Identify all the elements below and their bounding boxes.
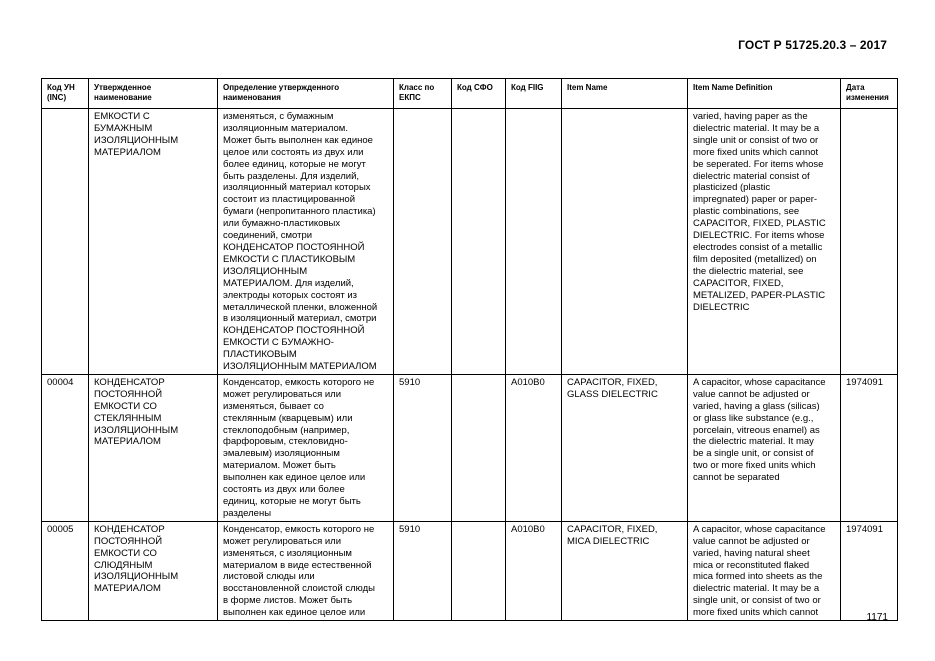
cell-change-date bbox=[841, 109, 898, 375]
cell-approved-definition: Конденсатор, емкость которого не может регулироваться или изменяться, с изоляционным материалом в виде естественной листовой слюды или восстановленной слоистой слюды в форме листов. Может быть выполнен как единое целое или bbox=[218, 521, 394, 620]
cell-inc: 00004 bbox=[42, 374, 89, 521]
column-header-inc: Код УН (INC) bbox=[42, 79, 89, 109]
cell-sfo-code bbox=[452, 374, 506, 521]
cell-item-name: CAPACITOR, FIXED, MICA DIELECTRIC bbox=[562, 521, 688, 620]
column-header-item-name-definition: Item Name Definition bbox=[688, 79, 841, 109]
column-header-approved-definition: Определение утвержденного наименования bbox=[218, 79, 394, 109]
table-row bbox=[42, 109, 898, 375]
column-header-sfo-code: Код СФО bbox=[452, 79, 506, 109]
cell-change-date: 1974091 bbox=[841, 521, 898, 620]
cell-sfo-code bbox=[452, 521, 506, 620]
cell-item-name-definition: varied, having paper as the dielectric material. It may be a single unit or consist of two or more fixed units which cannot be seperated. For items whose dielectric material consist of plasticized (plastic impregnated) paper or paper- plastic combinations, see CAPACITOR, FIXED, PLASTIC DIELECTRIC. For items whose electrodes consist of a metallic film deposited (metallized) on the dielectric material, see CAPACITOR, FIXED, METALIZED, PAPER-PLASTIC DIELECTRIC bbox=[688, 109, 841, 375]
table-row bbox=[42, 521, 898, 620]
cell-fiig-code: A010B0 bbox=[506, 521, 562, 620]
table-header-row bbox=[42, 79, 898, 109]
cell-fiig-code bbox=[506, 109, 562, 375]
cell-approved-name: КОНДЕНСАТОР ПОСТОЯННОЙ ЕМКОСТИ СО СТЕКЛЯННЫМ ИЗОЛЯЦИОННЫМ МАТЕРИАЛОМ bbox=[89, 374, 218, 521]
column-header-item-name: Item Name bbox=[562, 79, 688, 109]
cell-approved-definition: Конденсатор, емкость которого не может регулироваться или изменяться, бывает со стеклянным (кварцевым) или стеклоподобным (например, фарфоровым, стекловидно- эмалевым) изоляционным материалом. Может быть выполнен как единое целое или состоять из двух или более единиц, которые не могут быть разделены bbox=[218, 374, 394, 521]
cell-inc bbox=[42, 109, 89, 375]
cell-item-name-definition: A capacitor, whose capacitance value cannot be adjusted or varied, having natural sheet mica or reconstituted flaked mica formed into sheets as the dielectric material. It may be a single unit, or consist of two or more fixed units which cannot bbox=[688, 521, 841, 620]
cell-approved-name: ЕМКОСТИ С БУМАЖНЫМ ИЗОЛЯЦИОННЫМ МАТЕРИАЛОМ bbox=[89, 109, 218, 375]
column-header-approved-name: Утвержденное наименование bbox=[89, 79, 218, 109]
cell-item-name bbox=[562, 109, 688, 375]
table-row bbox=[42, 374, 898, 521]
cell-fiig-code: A010B0 bbox=[506, 374, 562, 521]
cell-change-date: 1974091 bbox=[841, 374, 898, 521]
column-header-fiig-code: Код FIIG bbox=[506, 79, 562, 109]
cell-item-name: CAPACITOR, FIXED, GLASS DIELECTRIC bbox=[562, 374, 688, 521]
column-header-ekps-class: Класс по ЕКПС bbox=[394, 79, 452, 109]
cell-ekps-class: 5910 bbox=[394, 374, 452, 521]
cell-sfo-code bbox=[452, 109, 506, 375]
cell-ekps-class bbox=[394, 109, 452, 375]
page-number: 1171 bbox=[866, 612, 888, 623]
cell-inc: 00005 bbox=[42, 521, 89, 620]
column-header-change-date: Дата изменения bbox=[841, 79, 898, 109]
document-code: ГОСТ Р 51725.20.3 – 2017 bbox=[738, 38, 887, 52]
cell-approved-name: КОНДЕНСАТОР ПОСТОЯННОЙ ЕМКОСТИ СО СЛЮДЯНЫМ ИЗОЛЯЦИОННЫМ МАТЕРИАЛОМ bbox=[89, 521, 218, 620]
cell-item-name-definition: A capacitor, whose capacitance value cannot be adjusted or varied, having a glass (silicas) or glass like substance (e.g., porcelain, vitreous enamel) as the dielectric material. It may be a single unit, or consist of two or more fixed units which cannot be separated bbox=[688, 374, 841, 521]
cell-approved-definition: изменяться, с бумажным изоляционным материалом. Может быть выполнен как единое целое или состоять из двух или более единиц, которые не могут быть разделены. Для изделий, изоляционный материал которых состоит из пластицированной бумаги (непропитанного пластика) или бумажно-пластиковых соединений, смотри КОНДЕНСАТОР ПОСТОЯННОЙ ЕМКОСТИ С ПЛАСТИКОВЫМ ИЗОЛЯЦИОННЫМ МАТЕРИАЛОМ. Для изделий, электроды которых состоят из металлической пленки, вложенной в изоляционный материал, смотри КОНДЕНСАТОР ПОСТОЯННОЙ ЕМКОСТИ С БУМАЖНО- ПЛАСТИКОВЫМ ИЗОЛЯЦИОННЫМ МАТЕРИАЛОМ bbox=[218, 109, 394, 375]
cell-ekps-class: 5910 bbox=[394, 521, 452, 620]
catalog-table bbox=[41, 78, 898, 621]
